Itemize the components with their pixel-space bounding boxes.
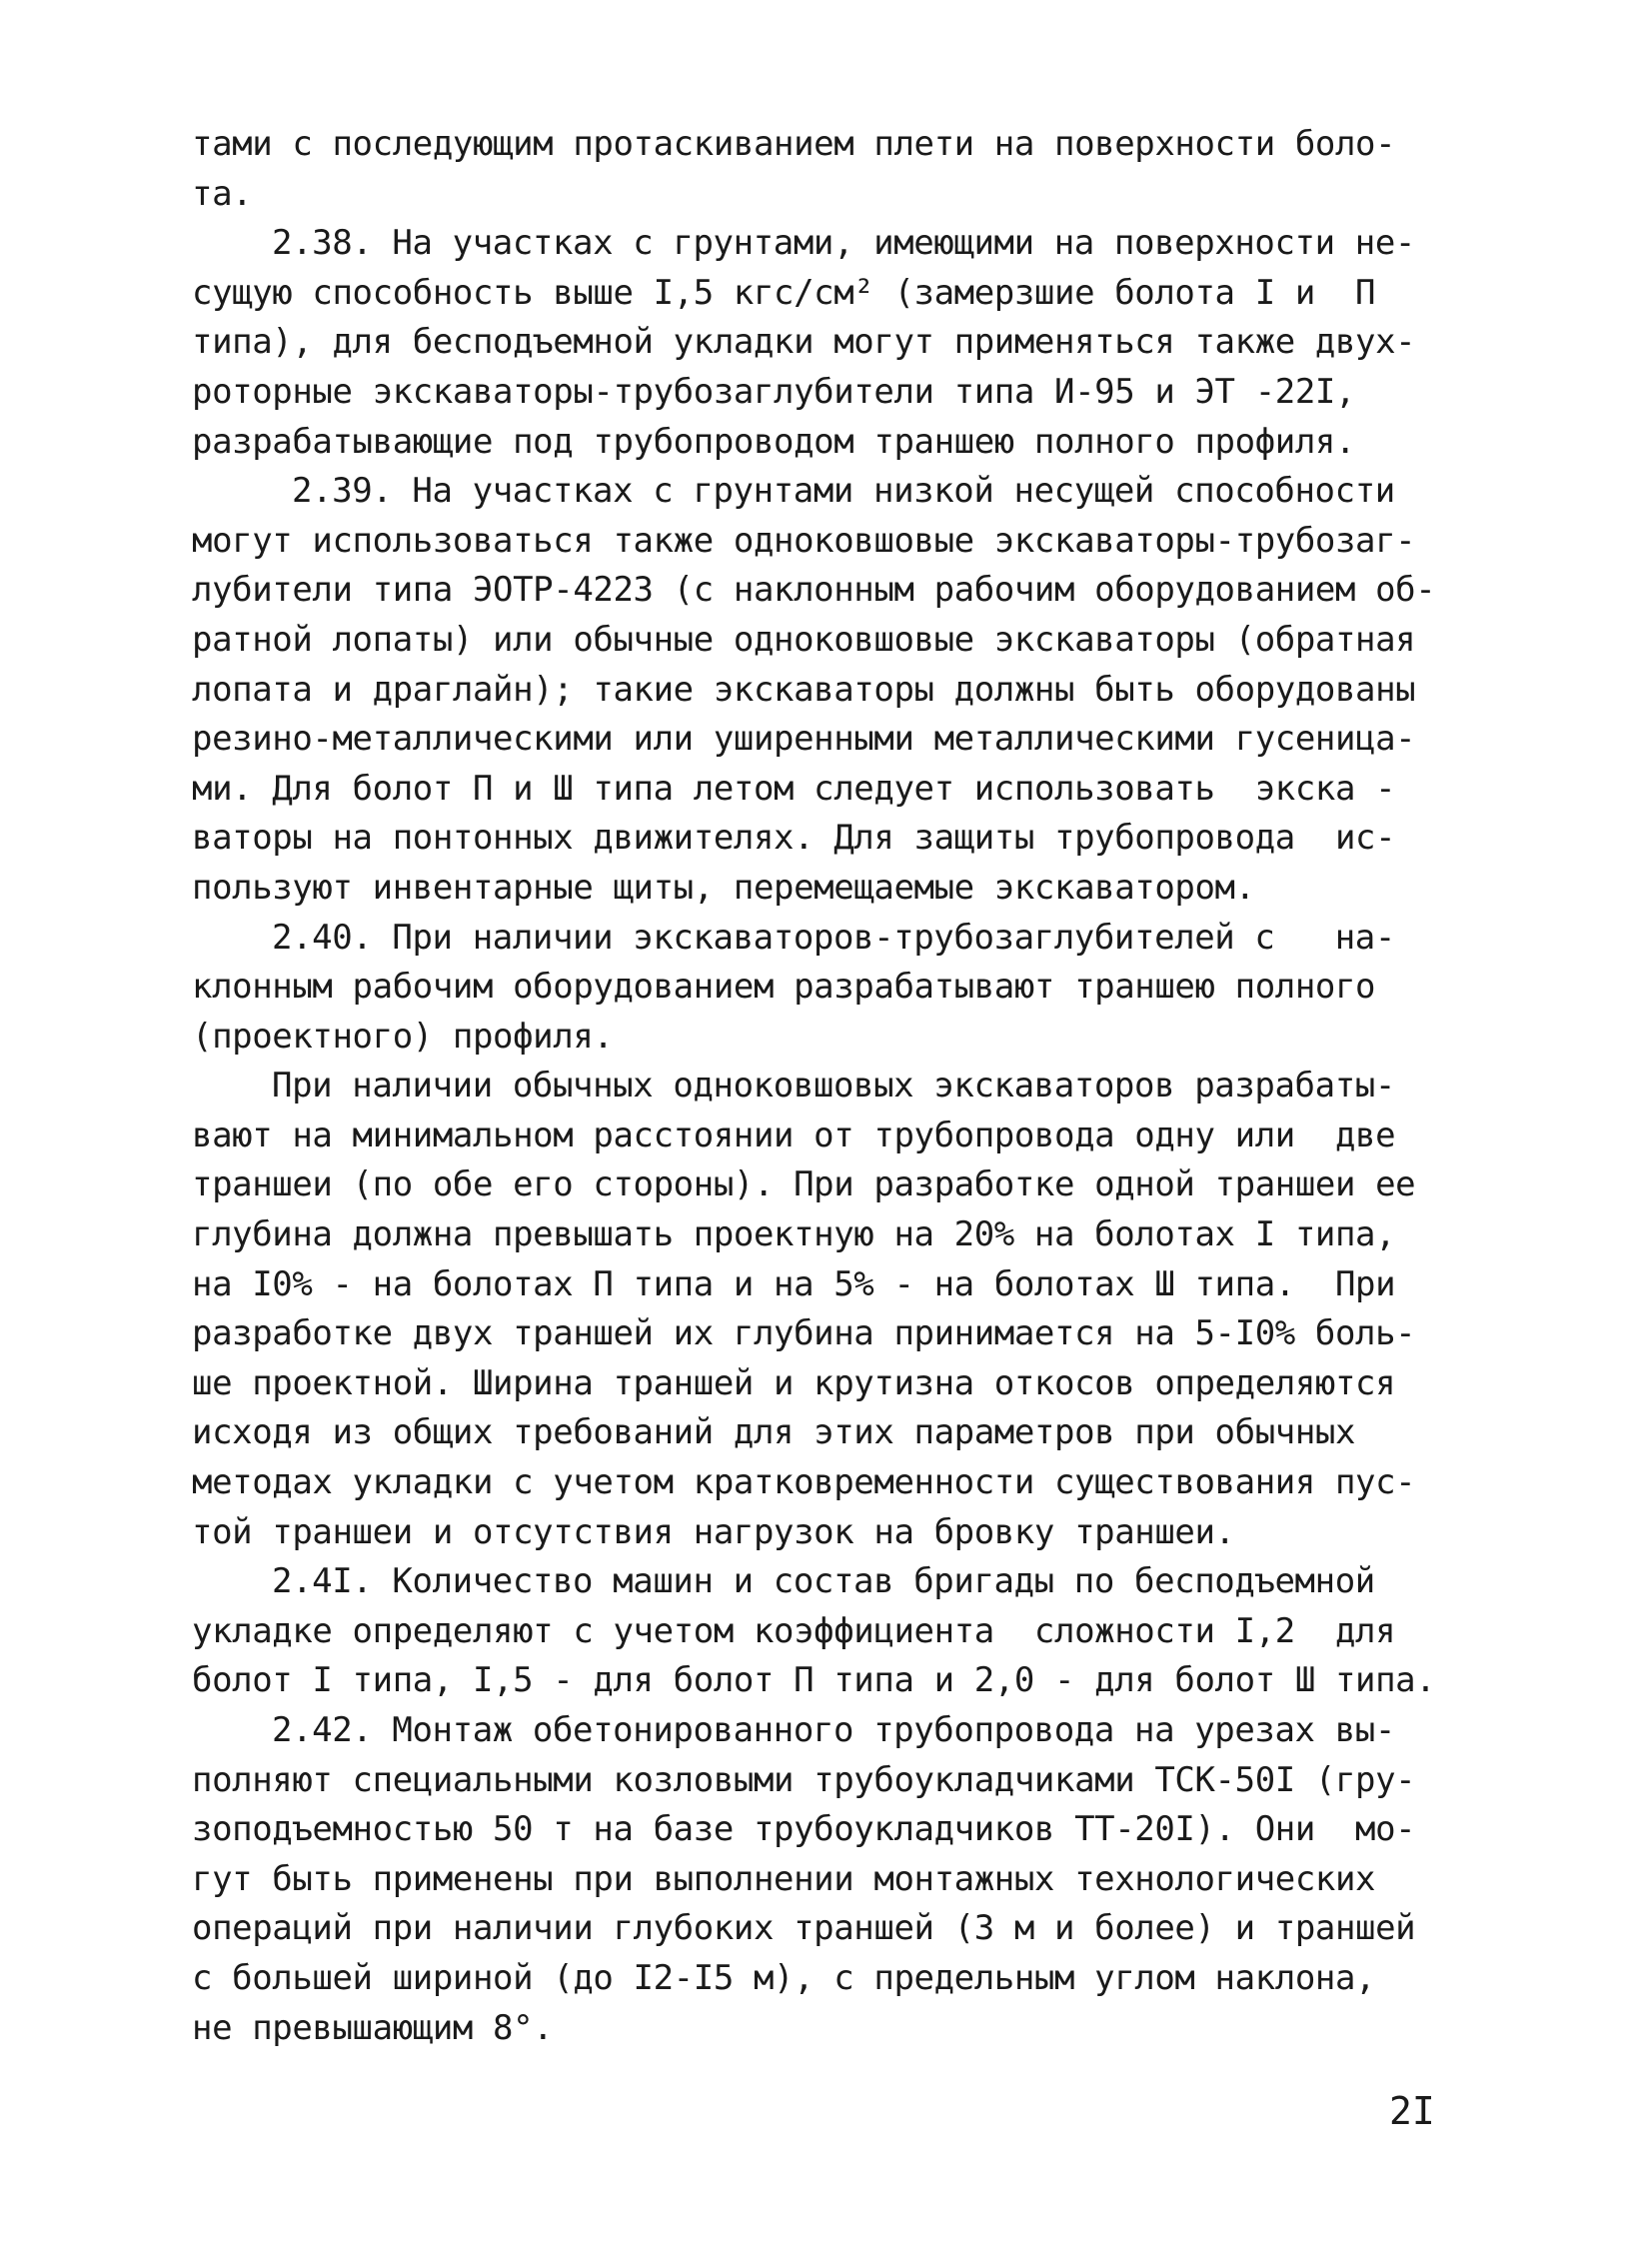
text-line: зоподъемностью 50 т на базе трубоукладчиков ТТ-20I). Они мо- <box>192 1809 1416 1850</box>
text-line: болот I типа, I,5 - для болот П типа и 2,0 - для болот Ш типа. <box>192 1660 1436 1701</box>
body-text <box>192 120 1451 2053</box>
text-line: ми. Для болот П и Ш типа летом следует использовать экска - <box>192 768 1396 809</box>
paragraph-2-39: 2.39. На участках с грунтами низкой несущей способности <box>292 471 1395 512</box>
text-line: роторные экскаваторы-трубозаглубители типа И-95 и ЭТ -22I, <box>192 371 1356 412</box>
text-line: исходя из общих требований для этих параметров при обычных <box>192 1412 1356 1453</box>
text-line: траншеи (по обе его стороны). При разработке одной траншеи ее <box>192 1164 1416 1205</box>
text-line: лопата и драглайн); такие экскаваторы должны быть оборудованы <box>192 669 1416 710</box>
text-line: укладке определяют с учетом коэффициента сложности I,2 для <box>192 1610 1396 1651</box>
text-line: типа), для бесподъемной укладки могут применяться также двух- <box>192 322 1416 363</box>
text-line: (проектного) профиля. <box>192 1016 614 1057</box>
text-line: операций при наличии глубоких траншей (3 м и более) и траншей <box>192 1908 1416 1949</box>
text-line: разрабатывающие под трубопроводом траншею полного профиля. <box>192 421 1356 462</box>
text-line: ше проектной. Ширина траншей и крутизна откосов определяются <box>192 1362 1396 1403</box>
paragraph-excavators: При наличии обычных одноковшовых экскаваторов разрабаты- <box>272 1066 1395 1107</box>
text-line: сущую способность выше I,5 кгс/см² (замерзшие болота I и П <box>192 272 1376 313</box>
text-line: на I0% - на болотах П типа и на 5% - на болотах Ш типа. При <box>192 1263 1396 1304</box>
text-line: той траншеи и отсутствия нагрузок на бровку траншеи. <box>192 1511 1235 1552</box>
text-line: методах укладки с учетом кратковременности существования пус- <box>192 1462 1416 1503</box>
text-line: глубина должна превышать проектную на 20% на болотах I типа, <box>192 1214 1396 1255</box>
text-line: лубители типа ЭОТР-4223 (с наклонным рабочим оборудованием об- <box>192 570 1436 611</box>
text-line: клонным рабочим оборудованием разрабатывают траншею полного <box>192 967 1376 1008</box>
text-line: резино-металлическими или уширенными металлическими гусеница- <box>192 719 1416 760</box>
text-line: полняют специальными козловыми трубоукладчиками ТСК-50I (гру- <box>192 1759 1416 1800</box>
text-line: ратной лопаты) или обычные одноковшовые экскаваторы (обратная <box>192 619 1416 660</box>
text-line: гут быть применены при выполнении монтажных технологических <box>192 1858 1376 1899</box>
paragraph-2-42: 2.42. Монтаж обетонированного трубопровода на урезах вы- <box>272 1710 1395 1750</box>
text-line: не превышающим 8°. <box>192 2007 554 2048</box>
text-line: с большей шириной (до I2-I5 м), с предельным углом наклона, <box>192 1957 1376 1998</box>
paragraph-2-40: 2.40. При наличии экскаваторов-трубозаглубителей с на- <box>272 917 1395 958</box>
paragraph-2-38: 2.38. На участках с грунтами, имеющими на поверхности не- <box>272 223 1415 264</box>
text-line: вают на минимальном расстоянии от трубопровода одну или две <box>192 1115 1396 1155</box>
text-line: пользуют инвентарные щиты, перемещаемые экскаватором. <box>192 867 1255 908</box>
paragraph-2-41: 2.4I. Количество машин и состав бригады по бесподъемной <box>272 1561 1375 1602</box>
text-line: могут использоваться также одноковшовые экскаваторы-трубозаг- <box>192 520 1416 561</box>
page-number: 2I <box>1389 2089 1435 2133</box>
text-line: та. <box>192 173 253 214</box>
text-line: тами с последующим протаскиванием плети на поверхности боло- <box>192 124 1396 164</box>
text-line: ваторы на понтонных движителях. Для защиты трубопровода ис- <box>192 818 1396 859</box>
text-line: разработке двух траншей их глубина принимается на 5-I0% боль- <box>192 1313 1416 1354</box>
